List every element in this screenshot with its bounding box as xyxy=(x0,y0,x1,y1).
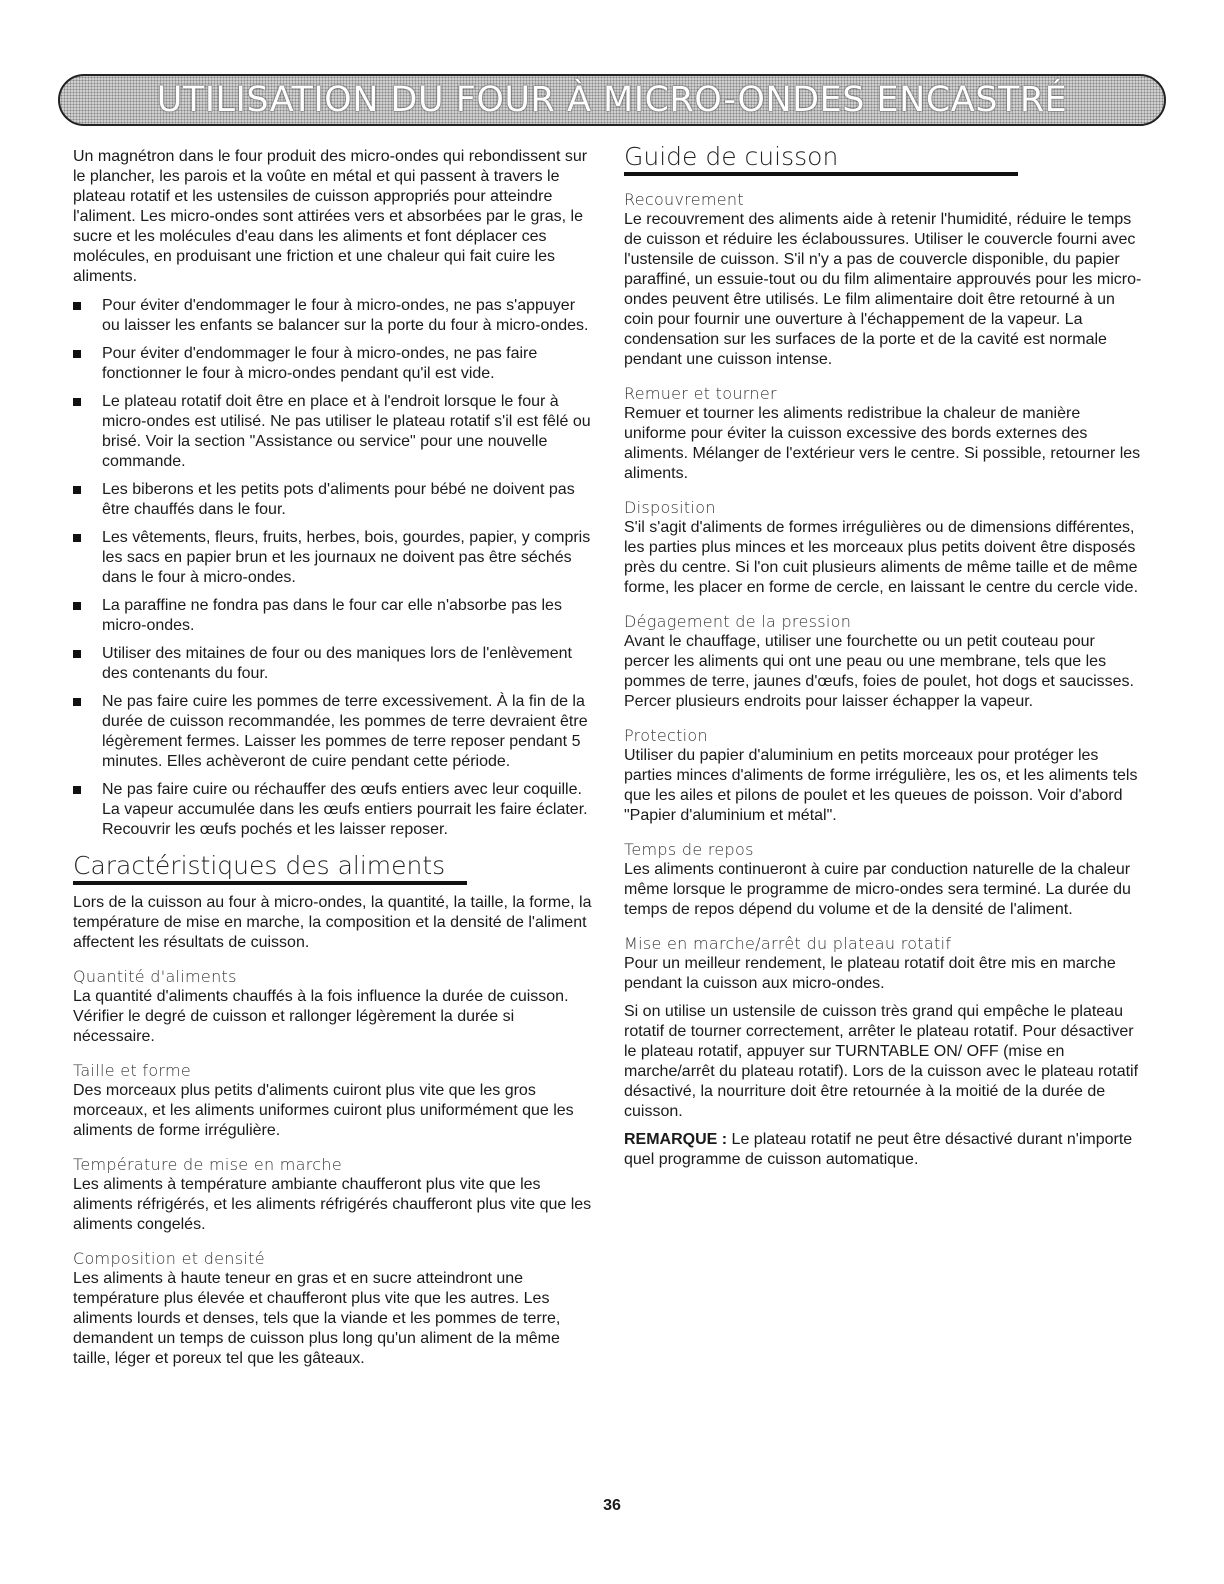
subsection-start-temperature xyxy=(73,1155,593,1235)
subsection-covering xyxy=(624,190,1144,370)
subsection-shielding xyxy=(624,726,1144,826)
subsection-title: Disposition xyxy=(624,498,716,517)
subsection-title: Remuer et tourner xyxy=(624,384,777,403)
section-title-food-characteristics: Caractéristiques des aliments xyxy=(73,851,446,880)
subsection-composition-density xyxy=(73,1249,593,1369)
subsection-standing-time xyxy=(624,840,1144,920)
page-banner xyxy=(58,74,1166,126)
intro-paragraph: Un magnétron dans le four produit des micro-ondes qui rebondissent sur le plancher, les parois et la voûte en métal et qui passent à travers le plateau rotatif et les ustensiles de cuisson appropriés pour atteindre l'aliment. Les micro-ondes sont attirées vers et absorbées par le gras, le sucre et les molécules d'eau dans les aliments et font déplacer ces molécules, en produisant une friction et une chaleur qui fait cuire les aliments. xyxy=(73,148,588,285)
subsection-title: Quantité d'aliments xyxy=(73,967,237,986)
subsection-text: Si on utilise un ustensile de cuisson très grand qui empêche le plateau rotatif de tourner correctement, arrêter le plateau rotatif. Pour désactiver le plateau rotatif, appuyer sur TURNTABLE ON/ OFF (mise en marche/arrêt du plateau rotatif). Lors de la cuisson avec le plateau rotatif désactivé, la nourriture doit être retournée à la moitié de la durée de cuisson. xyxy=(624,1003,1139,1120)
safety-bullet-list xyxy=(73,296,593,840)
bullet-item: Ne pas faire cuire ou réchauffer des œufs entiers avec leur coquille. La vapeur accumulée dans les œufs entiers pourrait les faire éclater. Recouvrir les œufs pochés et les laisser reposer. xyxy=(73,780,593,840)
subsection-arrangement xyxy=(624,498,1144,598)
subsection-title: Dégagement de la pression xyxy=(624,612,852,631)
subsection-text: Les aliments à haute teneur en gras et en sucre atteindront une température plus élevée et chaufferont plus vite que les autres. Les aliments lourds et denses, tels que la viande et les pommes de terre, demandent un temps de cuisson plus long qu'un aliment de la même taille, léger et poreux tel que les gâteaux. xyxy=(73,1270,561,1367)
section-rule xyxy=(624,172,1018,176)
subsection-text: Les aliments continueront à cuire par conduction naturelle de la chaleur même lorsque le programme de micro-ondes sera terminé. La durée du temps de repos dépend du volume et de la densité de l'aliment. xyxy=(624,861,1131,918)
subsection-text: S'il s'agit d'aliments de formes irrégulières ou de dimensions différentes, les parties plus minces et les morceaux plus petits doivent être disposés près du centre. Si l'on cuit plusieurs aliments de même taille et de même forme, les placer en forme de cercle, en laissant le centre du cercle vide. xyxy=(624,519,1139,596)
square-bullet-icon xyxy=(73,486,81,494)
page-number: 36 xyxy=(603,1497,621,1514)
note-paragraph xyxy=(624,1130,1144,1170)
bullet-item: Le plateau rotatif doit être en place et à l'endroit lorsque le four à micro-ondes est utilisé. Ne pas utiliser le plateau rotatif s'il est fêlé ou brisé. Voir la section "Assistance ou service" pour une nouvelle commande. xyxy=(73,392,593,472)
left-column xyxy=(73,147,593,1377)
square-bullet-icon xyxy=(73,786,81,794)
bullet-item: Les biberons et les petits pots d'aliments pour bébé ne doivent pas être chauffés dans le four. xyxy=(73,480,593,520)
subsection-title: Temps de repos xyxy=(624,840,754,859)
note-label: REMARQUE : xyxy=(624,1131,728,1148)
section-title-cooking-guide: Guide de cuisson xyxy=(624,142,839,171)
square-bullet-icon xyxy=(73,398,81,406)
bullet-item: Les vêtements, fleurs, fruits, herbes, bois, gourdes, papier, y compris les sacs en papier brun et les journaux ne doivent pas être séchés dans le four à micro-ondes. xyxy=(73,528,593,588)
square-bullet-icon xyxy=(73,302,81,310)
subsection-title: Mise en marche/arrêt du plateau rotatif xyxy=(624,934,952,953)
subsection-turntable xyxy=(624,934,1144,1170)
subsection-text: Le recouvrement des aliments aide à retenir l'humidité, réduire le temps de cuisson et réduire les éclaboussures. Utiliser le couvercle fourni avec l'ustensile de cuisson. S'il n'y a pas de couvercle disponible, du papier paraffiné, un essuie-tout ou du film alimentaire approuvés pour les micro-ondes peuvent être utilisés. Le film alimentaire doit être retourné à un coin pour fournir une ouverture à l'échappement de la vapeur. La condensation sur les surfaces de la porte et de la cavité est normale pendant une cuisson intense. xyxy=(624,211,1142,368)
square-bullet-icon xyxy=(73,602,81,610)
subsection-text: Remuer et tourner les aliments redistribue la chaleur de manière uniforme pour éviter la cuisson excessive des bords externes des aliments. Mélanger de l'extérieur vers le centre. Si possible, retourner les aliments. xyxy=(624,405,1141,482)
subsection-text: Les aliments à température ambiante chaufferont plus vite que les aliments réfrigérés, et les aliments réfrigérés chaufferont plus vite que les aliments congelés. xyxy=(73,1176,592,1233)
banner-title: UTILISATION DU FOUR À MICRO-ONDES ENCASTRÉ xyxy=(156,80,1068,120)
subsection-text: Des morceaux plus petits d'aliments cuiront plus vite que les gros morceaux, et les aliments uniformes cuiront plus uniformément que les aliments de forme irrégulière. xyxy=(73,1082,574,1139)
section-intro: Lors de la cuisson au four à micro-ondes, la quantité, la taille, la forme, la température de mise en marche, la composition et la densité de l'aliment affectent les résultats de cuisson. xyxy=(73,894,592,951)
subsection-title: Composition et densité xyxy=(73,1249,265,1268)
square-bullet-icon xyxy=(73,350,81,358)
bullet-item: Pour éviter d'endommager le four à micro-ondes, ne pas faire fonctionner le four à micro-ondes pendant qu'il est vide. xyxy=(73,344,593,384)
subsection-stirring xyxy=(624,384,1144,484)
bullet-item: La paraffine ne fondra pas dans le four car elle n'absorbe pas les micro-ondes. xyxy=(73,596,593,636)
square-bullet-icon xyxy=(73,650,81,658)
bullet-item: Ne pas faire cuire les pommes de terre excessivement. À la fin de la durée de cuisson recommandée, les pommes de terre devraient être légèrement fermes. Laisser les pommes de terre reposer pendant 5 minutes. Elles achèveront de cuire pendant cette période. xyxy=(73,692,593,772)
note-text: Le plateau rotatif ne peut être désactivé durant n'importe quel programme de cuisson automatique. xyxy=(624,1131,1133,1168)
bullet-item: Pour éviter d'endommager le four à micro-ondes, ne pas s'appuyer ou laisser les enfants se balancer sur la porte du four à micro-ondes. xyxy=(73,296,593,336)
subsection-size-shape xyxy=(73,1061,593,1141)
right-column xyxy=(624,142,1144,1178)
bullet-item: Utiliser des mitaines de four ou des maniques lors de l'enlèvement des contenants du four. xyxy=(73,644,593,684)
subsection-title: Protection xyxy=(624,726,708,745)
subsection-pressure-release xyxy=(624,612,1144,712)
subsection-text: Pour un meilleur rendement, le plateau rotatif doit être mis en marche pendant la cuisson aux micro-ondes. xyxy=(624,955,1116,992)
subsection-quantity xyxy=(73,967,593,1047)
square-bullet-icon xyxy=(73,534,81,542)
section-rule xyxy=(73,881,467,885)
square-bullet-icon xyxy=(73,698,81,706)
subsection-title: Température de mise en marche xyxy=(73,1155,342,1174)
subsection-text: Avant le chauffage, utiliser une fourchette ou un petit couteau pour percer les aliments qui ont une peau ou une membrane, tels que les pommes de terre, jaunes d'œufs, foies de poulet, hot dogs et saucisses. Percer plusieurs endroits pour laisser échapper la vapeur. xyxy=(624,633,1134,710)
subsection-text: La quantité d'aliments chauffés à la fois influence la durée de cuisson. Vérifier le degré de cuisson et rallonger légèrement la durée si nécessaire. xyxy=(73,988,569,1045)
subsection-title: Taille et forme xyxy=(73,1061,192,1080)
subsection-title: Recouvrement xyxy=(624,190,744,209)
subsection-text: Utiliser du papier d'aluminium en petits morceaux pour protéger les parties minces d'aliments de forme irrégulière, les os, et les aliments tels que les ailes et pilons de poulet et les queues de poisson. Voir d'abord "Papier d'aluminium et métal". xyxy=(624,747,1138,824)
